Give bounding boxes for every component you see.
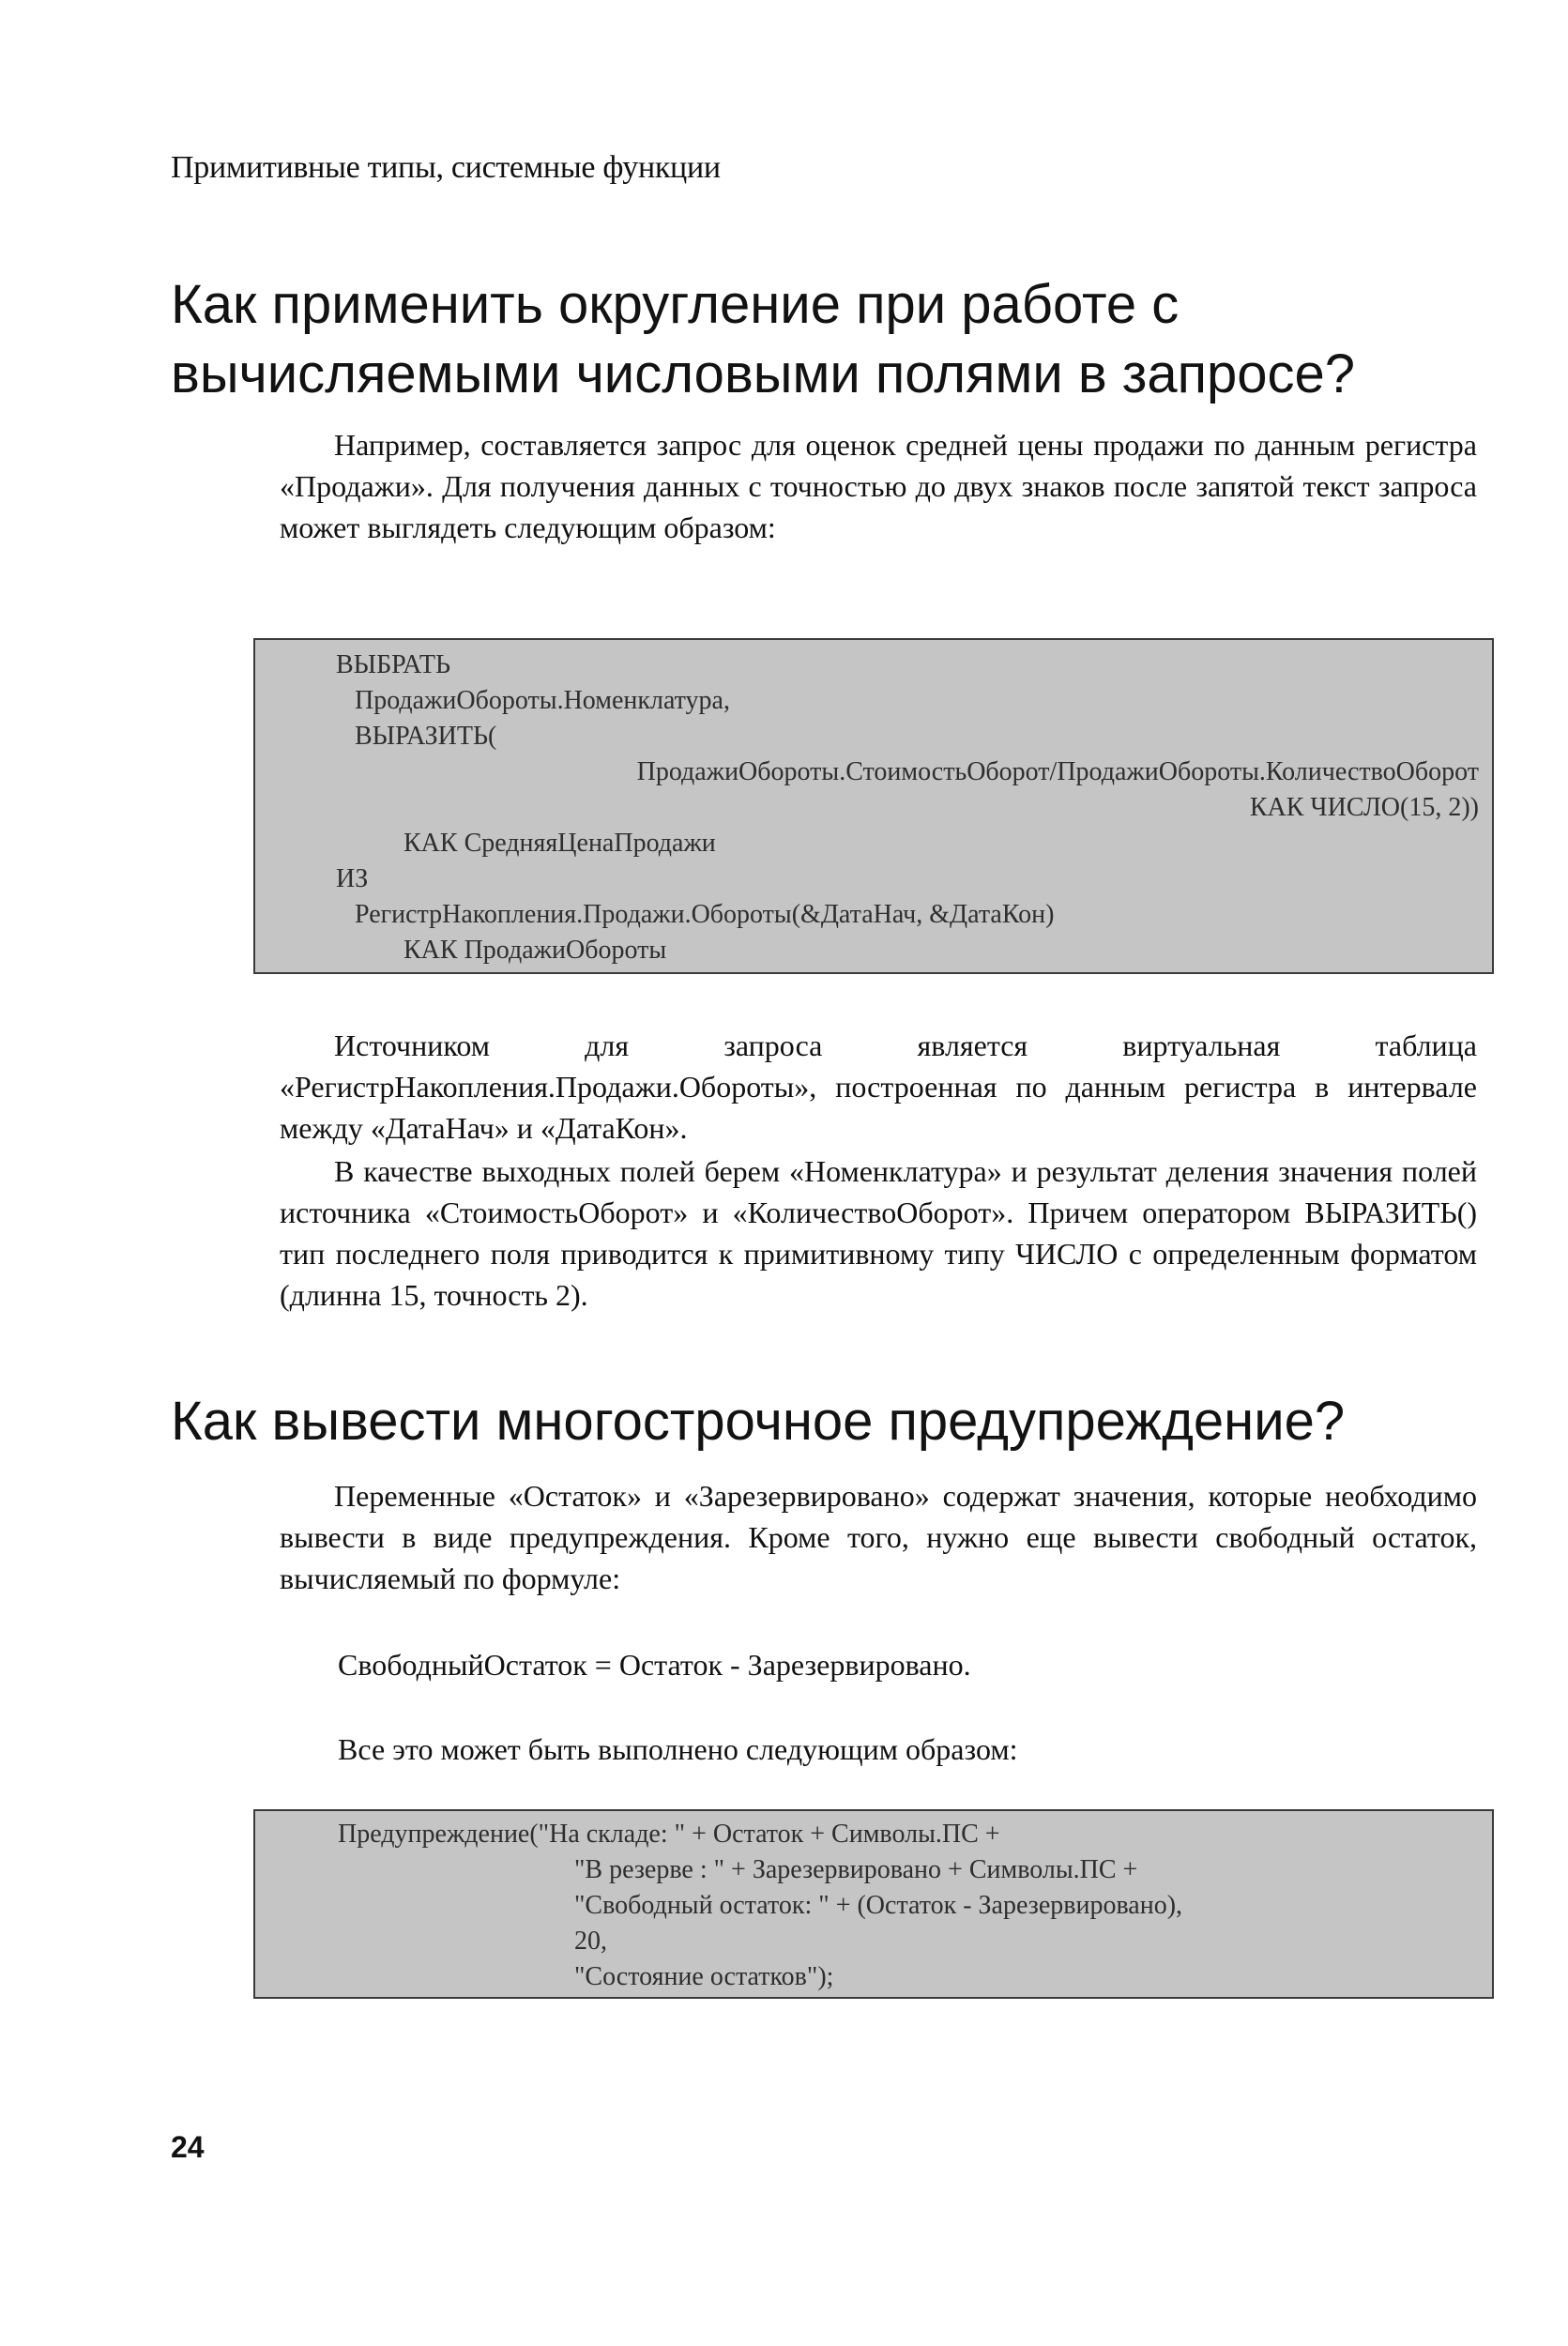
code-line: РегистрНакопления.Продажи.Обороты(&ДатаНач, &ДатаКон) <box>355 900 1055 929</box>
heading-line: Как применить округление при работе с <box>171 274 1180 335</box>
section-heading-rounding <box>171 270 1355 409</box>
code-line: КАК СредняяЦенаПродажи <box>403 829 716 858</box>
running-head: Примитивные типы, системные функции <box>171 150 721 185</box>
code-line: ВЫРАЗИТЬ( <box>355 722 497 751</box>
fields-paragraph: В качестве выходных полей берем «Номенклатура» и результат деления значения полей источника «СтоимостьОборот» и «КоличествоОборот». Причем оператором ВЫРАЗИТЬ() тип последнего поля приводится к примитивному типу ЧИСЛО с определенным форматом (длинна 15, точность 2). <box>280 1154 1477 1312</box>
variables-paragraph: Переменные «Остаток» и «Зарезервировано» содержат значения, которые необходимо вывести в виде предупреждения. Кроме того, нужно еще вывести свободный остаток, вычисляемый по формуле: <box>280 1479 1477 1595</box>
code-line: ВЫБРАТЬ <box>336 650 451 679</box>
code-line: ИЗ <box>336 864 369 893</box>
lead-line: Все это может быть выполнено следующим образом: <box>338 1732 1018 1766</box>
warning-code-block <box>253 1809 1494 1999</box>
page-number: 24 <box>171 2130 205 2164</box>
heading-line: вычисляемыми числовыми полями в запросе? <box>171 343 1356 404</box>
code-line: ПродажиОбороты.СтоимостьОборот/ПродажиОбороты.КоличествоОборот <box>636 757 1479 786</box>
code-line: "В резерве : " + Зарезервировано + Символы.ПС + <box>574 1855 1138 1884</box>
code-line: КАК ЧИСЛО(15, 2)) <box>1249 793 1479 822</box>
heading-line: Как вывести многострочное предупреждение? <box>171 1391 1346 1452</box>
code-line: Предупреждение("На складе: " + Остаток + Символы.ПС + <box>338 1820 1000 1849</box>
source-paragraph: Источником для запроса является виртуальная таблица «РегистрНакопления.Продажи.Обороты», построенная по данным регистра в интервале между «ДатаНач» и «ДатаКон». <box>280 1028 1477 1145</box>
intro-paragraph: Например, составляется запрос для оценок средней цены продажи по данным регистра «Продажи». Для получения данных с точностью до двух знаков после запятой текст запроса может выглядеть следующим образом: <box>280 428 1477 544</box>
formula-line: СвободныйОстаток = Остаток - Зарезервировано. <box>338 1648 971 1682</box>
code-line: "Состояние остатков"); <box>574 1962 834 1991</box>
code-line: КАК ПродажиОбороты <box>403 936 667 965</box>
code-line: ПродажиОбороты.Номенклатура, <box>355 686 730 715</box>
code-line: 20, <box>574 1927 607 1956</box>
query-code-block <box>253 638 1494 974</box>
section-heading-warning <box>171 1387 1345 1456</box>
code-line: "Свободный остаток: " + (Остаток - Зарезервировано), <box>574 1891 1183 1920</box>
